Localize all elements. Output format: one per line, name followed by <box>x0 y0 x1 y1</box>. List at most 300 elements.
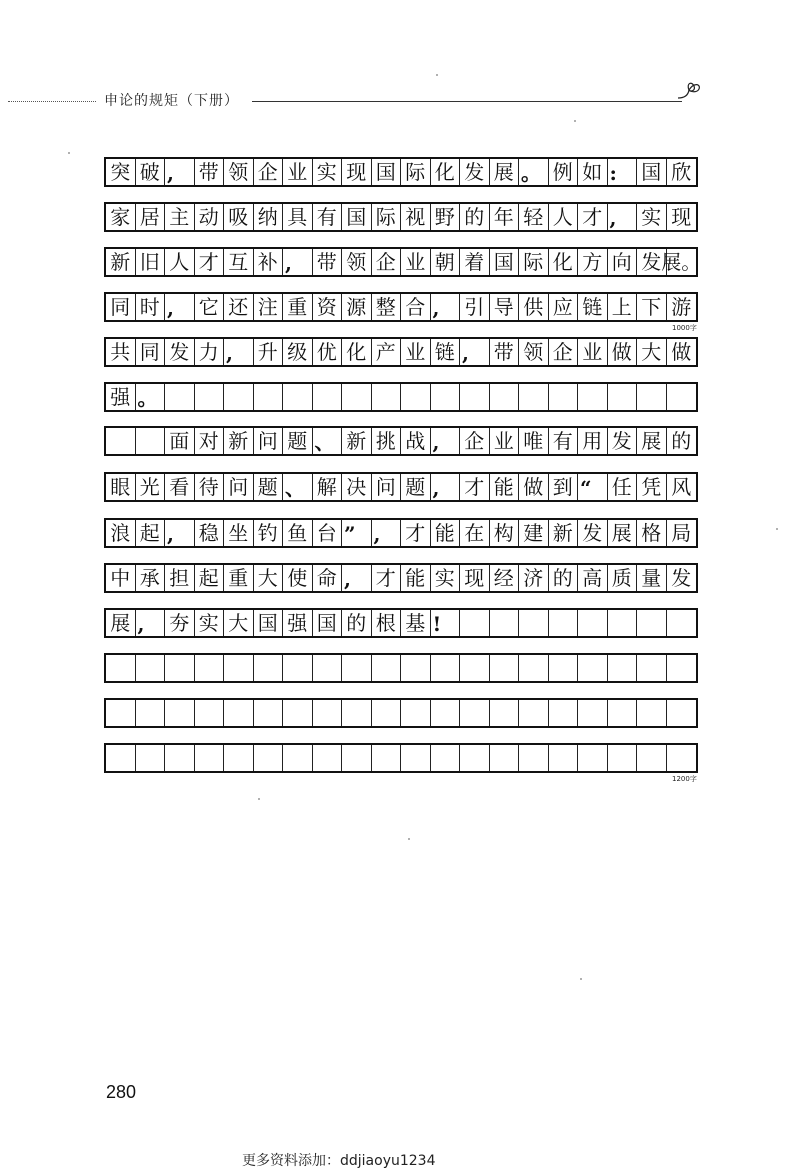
grid-cell <box>490 745 520 771</box>
grid-cell <box>490 655 520 681</box>
grid-cell <box>519 384 549 410</box>
grid-cell <box>667 745 697 771</box>
grid-cell: 共 <box>106 339 136 365</box>
grid-cell: 国 <box>372 159 402 185</box>
grid-cell: 现 <box>460 565 490 591</box>
grid-cell: , <box>431 474 461 500</box>
grid-cell: 新 <box>106 249 136 275</box>
grid-cell: 欣 <box>671 160 692 184</box>
grid-cell: 同 <box>106 294 136 320</box>
grid-cell: 际 <box>372 204 402 230</box>
scan-speck <box>776 528 778 530</box>
grid-cell: 起 <box>136 520 166 546</box>
grid-cell: 发 <box>460 159 490 185</box>
grid-cell <box>224 655 254 681</box>
grid-cell: 动 <box>195 204 225 230</box>
grid-cell <box>431 745 461 771</box>
grid-cell: 破 <box>136 159 166 185</box>
grid-cell: 着 <box>460 249 490 275</box>
grid-cell: 看 <box>165 474 195 500</box>
grid-cell <box>431 700 461 726</box>
grid-cell: 源 <box>342 294 372 320</box>
grid-cell <box>313 700 343 726</box>
grid-cell: 企 <box>549 339 579 365</box>
grid-cell: 展 <box>106 610 136 636</box>
grid-cell <box>195 384 225 410</box>
grid-cell: 例 <box>549 159 579 185</box>
grid-cell <box>283 384 313 410</box>
grid-cell: 展 <box>608 520 638 546</box>
grid-cell <box>195 655 225 681</box>
grid-cell: , <box>342 565 372 591</box>
sprout-icon <box>676 80 702 104</box>
grid-cell: 展 <box>637 428 667 454</box>
grid-cell <box>106 428 136 454</box>
grid-cell: 际 <box>401 159 431 185</box>
grid-cell: 到 <box>549 474 579 500</box>
grid-cell: 的 <box>342 610 372 636</box>
grid-cell <box>224 745 254 771</box>
grid-cell: 链 <box>431 339 461 365</box>
grid-cell: 用 <box>578 428 608 454</box>
grid-cell <box>401 655 431 681</box>
grid-cell: , <box>165 159 195 185</box>
grid-cell: 根 <box>372 610 402 636</box>
grid-cell: 带 <box>313 249 343 275</box>
grid-cell: 新 <box>342 428 372 454</box>
grid-cell: 能 <box>490 474 520 500</box>
grid-cell <box>490 384 520 410</box>
grid-cell: 实 <box>313 159 343 185</box>
grid-cell: 有 <box>549 428 579 454</box>
grid-cell: 人 <box>165 249 195 275</box>
grid-cell: 际 <box>519 249 549 275</box>
grid-cell: 国 <box>254 610 284 636</box>
grid-cell <box>401 384 431 410</box>
grid-cell: 应 <box>549 294 579 320</box>
grid-cell: 业 <box>490 428 520 454</box>
grid-cell <box>401 745 431 771</box>
grid-cell: 唯 <box>519 428 549 454</box>
grid-row <box>104 202 698 232</box>
grid-cell: 国 <box>313 610 343 636</box>
grid-cell <box>637 610 667 636</box>
scan-speck <box>436 74 438 76</box>
grid-cell: 领 <box>224 159 254 185</box>
grid-cell: 发 <box>637 249 667 275</box>
grid-cell: 重 <box>224 565 254 591</box>
grid-cell: 决 <box>342 474 372 500</box>
grid-cell <box>165 700 195 726</box>
grid-cell <box>165 655 195 681</box>
grid-cell <box>667 655 697 681</box>
grid-cell <box>637 700 667 726</box>
grid-cell <box>224 700 254 726</box>
grid-cell <box>106 745 136 771</box>
grid-cell: 新 <box>224 428 254 454</box>
grid-cell: 钓 <box>254 520 284 546</box>
grid-cell: 问 <box>254 428 284 454</box>
grid-cell: 任 <box>608 474 638 500</box>
grid-cell: 新 <box>549 520 579 546</box>
grid-cell: 注 <box>254 294 284 320</box>
grid-cell: 面 <box>165 428 195 454</box>
grid-cell: 才 <box>401 520 431 546</box>
grid-cell <box>254 745 284 771</box>
grid-cell: 做 <box>519 474 549 500</box>
grid-cell: 承 <box>136 565 166 591</box>
grid-cell: 游 <box>671 295 692 319</box>
grid-cell: 国 <box>490 249 520 275</box>
grid-cell: 人 <box>549 204 579 230</box>
grid-row <box>104 382 698 412</box>
grid-cell: 带 <box>195 159 225 185</box>
grid-cell: 才 <box>372 565 402 591</box>
grid-cell: 对 <box>195 428 225 454</box>
running-header <box>0 86 800 116</box>
scan-speck <box>580 978 582 980</box>
grid-cell: 吸 <box>224 204 254 230</box>
grid-cell: 济 <box>519 565 549 591</box>
grid-row <box>104 247 702 277</box>
grid-cell: 才 <box>195 249 225 275</box>
grid-cell <box>342 384 372 410</box>
grid-cell <box>490 700 520 726</box>
grid-cell: 视 <box>401 204 431 230</box>
grid-row <box>104 518 698 548</box>
grid-cell <box>637 745 667 771</box>
grid-cell <box>460 384 490 410</box>
grid-cell: 引 <box>460 294 490 320</box>
grid-cell <box>667 384 697 410</box>
grid-cell <box>519 745 549 771</box>
grid-cell: 发 <box>671 566 692 590</box>
grid-cell <box>313 384 343 410</box>
grid-cell: 国 <box>342 204 372 230</box>
grid-cell <box>549 655 579 681</box>
grid-cell <box>519 655 549 681</box>
grid-cell: 建 <box>519 520 549 546</box>
grid-row <box>104 563 698 593</box>
grid-cell <box>608 610 638 636</box>
grid-cell: 化 <box>549 249 579 275</box>
grid-cell: 级 <box>283 339 313 365</box>
grid-cell: 实 <box>637 204 667 230</box>
grid-cell: 中 <box>106 565 136 591</box>
grid-cell: 野 <box>431 204 461 230</box>
grid-cell <box>195 745 225 771</box>
grid-cell: 领 <box>519 339 549 365</box>
grid-cell <box>460 700 490 726</box>
grid-cell: 还 <box>224 294 254 320</box>
grid-cell: 整 <box>372 294 402 320</box>
grid-cell: 同 <box>136 339 166 365</box>
grid-cell: 风 <box>671 475 692 499</box>
grid-cell: 年 <box>490 204 520 230</box>
grid-cell <box>106 655 136 681</box>
grid-cell: 挑 <box>372 428 402 454</box>
grid-cell <box>195 700 225 726</box>
grid-cell: 稳 <box>195 520 225 546</box>
grid-cell: 的 <box>549 565 579 591</box>
grid-row <box>104 426 698 456</box>
grid-cell: 互 <box>224 249 254 275</box>
grid-cell: 格 <box>637 520 667 546</box>
scan-speck <box>258 798 260 800</box>
grid-cell: 凭 <box>637 474 667 500</box>
grid-cell: 强 <box>106 384 136 410</box>
grid-cell: 。 <box>519 159 549 185</box>
grid-cell: , <box>136 610 166 636</box>
grid-cell <box>372 700 402 726</box>
grid-cell <box>136 428 166 454</box>
grid-cell: 起 <box>195 565 225 591</box>
grid-cell <box>136 745 166 771</box>
grid-cell <box>637 384 667 410</box>
grid-cell: 、 <box>313 428 343 454</box>
grid-cell: 它 <box>195 294 225 320</box>
grid-cell: 问 <box>224 474 254 500</box>
grid-cell <box>313 655 343 681</box>
grid-cell: 产 <box>372 339 402 365</box>
grid-cell: 才 <box>460 474 490 500</box>
grid-cell <box>460 610 490 636</box>
grid-row <box>104 698 698 728</box>
word-count-1000: 1000字 <box>672 324 697 332</box>
grid-cell: 上 <box>608 294 638 320</box>
grid-cell: 发 <box>578 520 608 546</box>
grid-cell: 鱼 <box>283 520 313 546</box>
grid-cell: 构 <box>490 520 520 546</box>
grid-cell <box>165 745 195 771</box>
scan-speck <box>408 838 410 840</box>
grid-cell <box>608 745 638 771</box>
grid-cell: 方 <box>578 249 608 275</box>
grid-cell: 担 <box>165 565 195 591</box>
grid-cell: 眼 <box>106 474 136 500</box>
grid-cell <box>372 655 402 681</box>
word-count-1200: 1200字 <box>672 775 697 783</box>
grid-cell <box>608 655 638 681</box>
grid-cell: 浪 <box>106 520 136 546</box>
grid-cell: 具 <box>283 204 313 230</box>
footer-note: 更多资料添加：ddjiaoyu1234 <box>242 1153 436 1169</box>
grid-cell: 业 <box>283 159 313 185</box>
scan-speck <box>574 120 576 122</box>
grid-cell: 有 <box>313 204 343 230</box>
grid-cell: 下 <box>637 294 667 320</box>
grid-cell: 业 <box>401 249 431 275</box>
grid-cell: 展 <box>490 159 520 185</box>
grid-cell: 待 <box>195 474 225 500</box>
grid-cell: 在 <box>460 520 490 546</box>
grid-cell: 夯 <box>165 610 195 636</box>
grid-cell: 国 <box>637 159 667 185</box>
grid-cell <box>549 700 579 726</box>
grid-cell: 。 <box>136 384 166 410</box>
grid-cell: 旧 <box>136 249 166 275</box>
grid-cell <box>549 745 579 771</box>
grid-cell <box>431 655 461 681</box>
grid-row <box>104 743 698 773</box>
grid-cell: , <box>608 204 638 230</box>
grid-cell <box>136 655 166 681</box>
grid-cell: 实 <box>195 610 225 636</box>
grid-cell <box>519 700 549 726</box>
grid-cell <box>578 745 608 771</box>
grid-row <box>104 608 698 638</box>
grid-cell: 做 <box>608 339 638 365</box>
grid-cell: 朝 <box>431 249 461 275</box>
grid-cell: 化 <box>431 159 461 185</box>
grid-cell: 优 <box>313 339 343 365</box>
grid-cell: 如 <box>578 159 608 185</box>
grid-cell <box>283 655 313 681</box>
grid-cell: ” <box>342 520 372 546</box>
grid-cell <box>254 700 284 726</box>
grid-row <box>104 292 698 322</box>
grid-cell <box>608 700 638 726</box>
grid-cell: 解 <box>313 474 343 500</box>
grid-cell: 业 <box>578 339 608 365</box>
grid-cell <box>460 655 490 681</box>
grid-cell: 化 <box>342 339 372 365</box>
grid-cell <box>637 655 667 681</box>
grid-cell <box>136 700 166 726</box>
grid-cell: 力 <box>195 339 225 365</box>
grid-cell: 补 <box>254 249 284 275</box>
grid-cell <box>578 655 608 681</box>
grid-cell: 基 <box>401 610 431 636</box>
grid-cell <box>401 700 431 726</box>
grid-cell: 导 <box>490 294 520 320</box>
grid-cell: 命 <box>313 565 343 591</box>
grid-cell: “ <box>578 474 608 500</box>
grid-cell: 发 <box>608 428 638 454</box>
grid-cell: 合 <box>401 294 431 320</box>
grid-cell: 战 <box>401 428 431 454</box>
grid-cell: 能 <box>431 520 461 546</box>
grid-cell: ! <box>431 610 461 636</box>
grid-cell: 题 <box>283 428 313 454</box>
grid-cell <box>342 655 372 681</box>
grid-cell: 实 <box>431 565 461 591</box>
grid-cell: 突 <box>106 159 136 185</box>
grid-cell: , <box>431 428 461 454</box>
grid-cell: 资 <box>313 294 343 320</box>
grid-cell <box>549 610 579 636</box>
grid-cell: 高 <box>578 565 608 591</box>
grid-cell: , <box>460 339 490 365</box>
grid-cell <box>667 700 697 726</box>
grid-cell: 供 <box>519 294 549 320</box>
grid-cell <box>578 610 608 636</box>
grid-cell <box>283 700 313 726</box>
grid-cell: 家 <box>106 204 136 230</box>
grid-cell: 业 <box>401 339 431 365</box>
grid-cell <box>283 745 313 771</box>
grid-cell: 强 <box>283 610 313 636</box>
grid-cell: 的 <box>460 204 490 230</box>
grid-cell <box>578 384 608 410</box>
grid-cell: 向 <box>608 249 638 275</box>
grid-cell: 带 <box>490 339 520 365</box>
grid-cell: 企 <box>254 159 284 185</box>
grid-cell: 经 <box>490 565 520 591</box>
grid-cell: 发 <box>165 339 195 365</box>
grid-cell: 大 <box>254 565 284 591</box>
grid-cell: 领 <box>342 249 372 275</box>
header-rule <box>252 101 682 102</box>
grid-cell: , <box>165 294 195 320</box>
grid-row <box>104 653 698 683</box>
grid-cell: 题 <box>401 474 431 500</box>
grid-cell: 企 <box>372 249 402 275</box>
grid-cell: 企 <box>460 428 490 454</box>
grid-cell: , <box>283 249 313 275</box>
grid-cell: 大 <box>637 339 667 365</box>
book-title: 申论的规矩（下册） <box>104 93 239 109</box>
grid-cell: 量 <box>637 565 667 591</box>
grid-cell <box>372 745 402 771</box>
grid-cell <box>342 745 372 771</box>
grid-cell: 做 <box>671 340 692 364</box>
grid-cell: 展。 <box>661 250 702 274</box>
grid-cell: 的 <box>671 429 692 453</box>
grid-cell <box>106 700 136 726</box>
grid-cell <box>608 384 638 410</box>
grid-cell <box>490 610 520 636</box>
grid-cell: 使 <box>283 565 313 591</box>
grid-cell: 重 <box>283 294 313 320</box>
grid-cell <box>667 610 697 636</box>
grid-cell: 主 <box>165 204 195 230</box>
grid-cell: 链 <box>578 294 608 320</box>
page-number: 280 <box>106 1082 137 1102</box>
grid-cell: 居 <box>136 204 166 230</box>
grid-cell: 能 <box>401 565 431 591</box>
grid-cell: 局 <box>671 521 692 545</box>
grid-cell <box>519 610 549 636</box>
grid-cell: 质 <box>608 565 638 591</box>
scan-speck <box>68 152 70 154</box>
grid-cell: 题 <box>254 474 284 500</box>
grid-cell: 现 <box>671 205 692 229</box>
grid-cell: , <box>431 294 461 320</box>
grid-cell: 升 <box>254 339 284 365</box>
grid-cell: 台 <box>313 520 343 546</box>
grid-cell <box>578 700 608 726</box>
grid-cell <box>431 384 461 410</box>
grid-cell: 大 <box>224 610 254 636</box>
grid-cell: 、 <box>283 474 313 500</box>
grid-cell: , <box>372 520 402 546</box>
grid-cell <box>460 745 490 771</box>
grid-cell <box>224 384 254 410</box>
grid-cell: 时 <box>136 294 166 320</box>
grid-cell: 才 <box>578 204 608 230</box>
grid-cell <box>342 700 372 726</box>
grid-cell: 纳 <box>254 204 284 230</box>
header-dotted-rule <box>8 101 96 102</box>
grid-cell: 现 <box>342 159 372 185</box>
grid-cell: 问 <box>372 474 402 500</box>
grid-cell: , <box>165 520 195 546</box>
grid-cell: 轻 <box>519 204 549 230</box>
grid-cell <box>313 745 343 771</box>
grid-row <box>104 157 698 187</box>
grid-cell: : <box>608 159 638 185</box>
